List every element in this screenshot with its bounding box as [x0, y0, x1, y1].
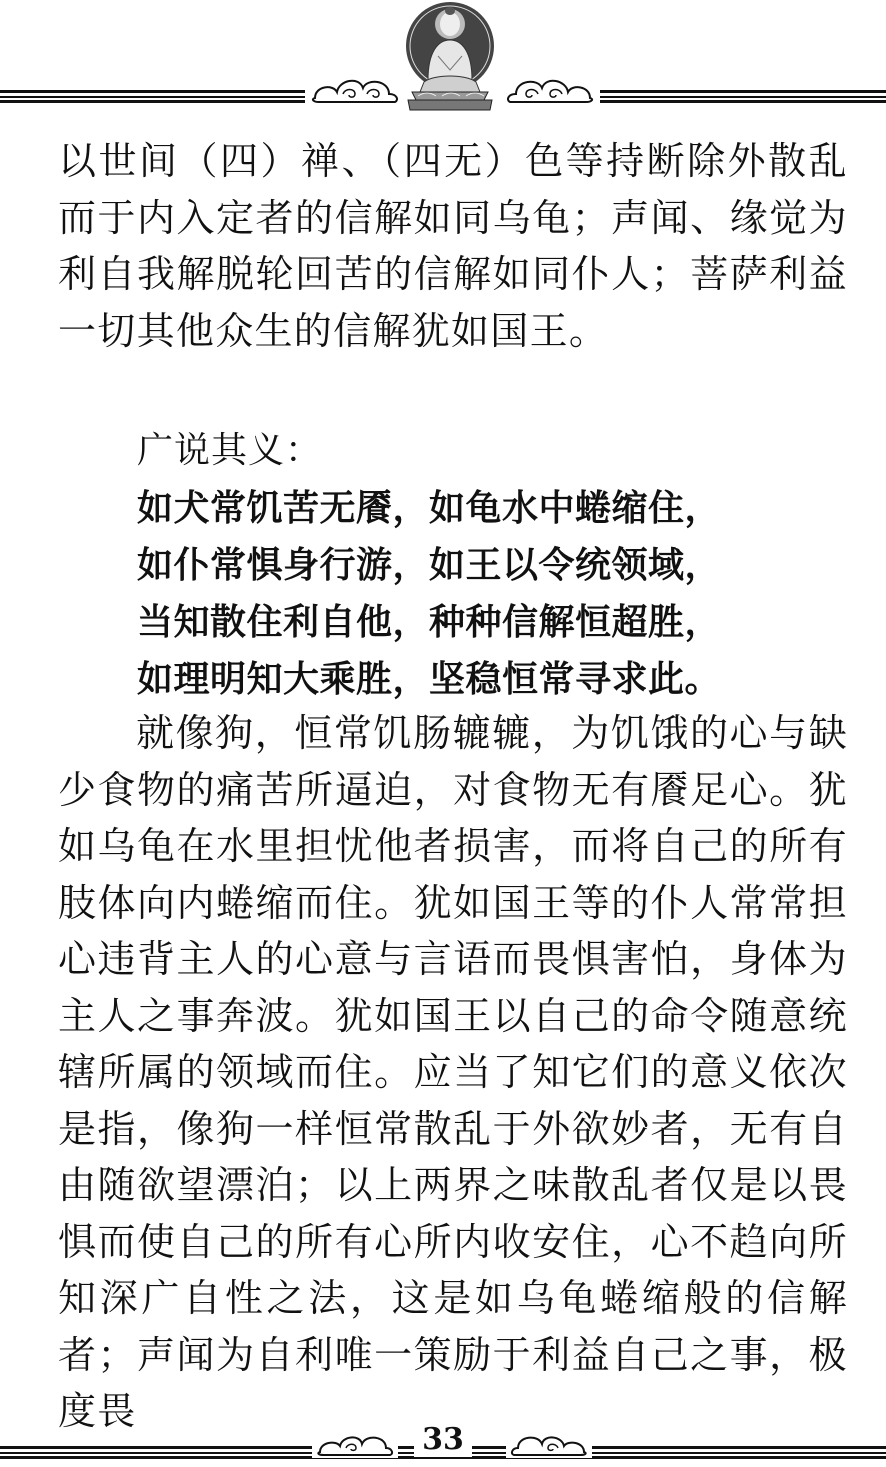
page-number — [0, 1422, 886, 1457]
verse-line: 当知散住利自他，种种信解恒超胜， — [137, 602, 722, 643]
verse-line: 如理明知大乘胜，坚稳恒常寻求此。 — [137, 659, 722, 700]
cloud-ornament-right-icon — [500, 66, 600, 106]
section-heading: 广说其义： — [137, 430, 323, 471]
paragraph-2: 就像狗，恒常饥肠辘辘，为饥饿的心与缺少食物的痛苦所逼迫，对食物无有餍足心。犹如乌龟在水里担忧他者损害，而将自己的所有肢体向内蜷缩而住。犹如国王等的仆人常常担心违背主人的心意与言语而畏惧害怕，身体为主人之事奔波。犹如国王以自己的命令随意统辖所属的领域而住。应当了知它们的意义依次是指，像狗一样恒常散乱于外欲妙者，无有自由随欲望漂泊；以上两界之味散乱者仅是以畏惧而使自己的所有心所内收安住，心不趋向所知深广自性之法，这是如乌龟蜷缩般的信解者；声闻为自利唯一策励于利益自己之事，极度畏 — [58, 711, 848, 1433]
page-number-text: 33 — [414, 1422, 472, 1457]
cloud-ornament-left-icon — [305, 66, 405, 106]
buddha-emblem-icon — [398, 0, 502, 112]
verse-line: 如犬常饥苦无餍，如龟水中蜷缩住， — [137, 488, 722, 529]
paragraph-1: 以世间（四）禅、（四无）色等持断除外散乱而于内入定者的信解如同乌龟；声闻、缘觉为利自我解脱轮回苦的信解如同仆人；菩萨利益一切其他众生的信解犹如国王。 — [58, 139, 848, 353]
verse-line: 如仆常惧身行游，如王以令统领域， — [137, 545, 722, 586]
